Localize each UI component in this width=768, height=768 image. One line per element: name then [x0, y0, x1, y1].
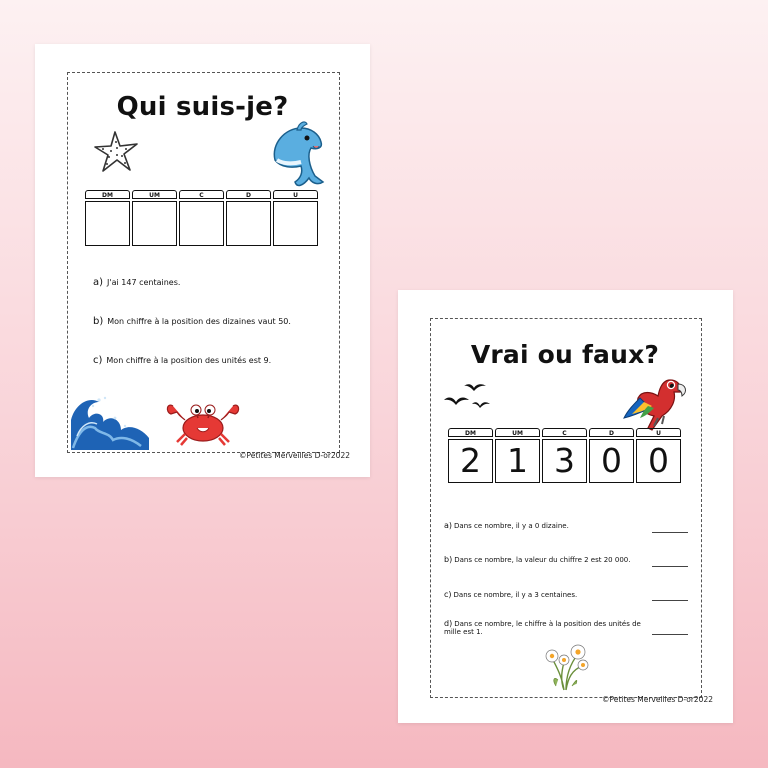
- pv-digit-cell: 1: [495, 439, 540, 483]
- question-text: Dans ce nombre, il y a 3 centaines.: [453, 591, 578, 599]
- answer-line-c[interactable]: [652, 600, 688, 601]
- question-text: Mon chiffre à la position des dizaines vaut 50.: [107, 317, 291, 326]
- question-b: [93, 317, 291, 326]
- pv-header: D: [226, 190, 271, 199]
- pv-digit-cell: 3: [542, 439, 587, 483]
- pv-answer-cell: [132, 201, 177, 246]
- question-text: Dans ce nombre, il y a 0 dizaine.: [454, 522, 569, 530]
- question-letter: c): [444, 590, 452, 599]
- answer-line-d[interactable]: [652, 634, 688, 635]
- pv-header: C: [179, 190, 224, 199]
- statement-a: [444, 521, 644, 531]
- statement-c: [444, 590, 644, 600]
- question-c: [93, 356, 271, 365]
- dolphin-icon: [267, 120, 331, 192]
- question-letter: d): [444, 619, 453, 628]
- pv-header: U: [273, 190, 318, 199]
- question-letter: a): [444, 521, 453, 530]
- question-letter: c): [93, 355, 103, 366]
- copyright-credit: ©Petites Merveilles D-or2022: [602, 695, 713, 704]
- question-letter: b): [93, 316, 104, 327]
- question-letter: b): [444, 555, 453, 564]
- pv-header: UM: [495, 428, 540, 437]
- copyright-credit: ©Petites Merveilles D-or2022: [239, 451, 350, 460]
- worksheet-card-qui-suis-je: [35, 44, 370, 477]
- pv-digit-cell: 2: [448, 439, 493, 483]
- worksheet-card-vrai-ou-faux: [398, 290, 733, 723]
- answer-line-a[interactable]: [652, 532, 688, 533]
- place-value-table: [85, 190, 318, 246]
- pv-header: D: [589, 428, 634, 437]
- wave-icon: [69, 390, 151, 450]
- pv-header: DM: [448, 428, 493, 437]
- place-value-table: [448, 428, 683, 484]
- page-title: Vrai ou faux?: [470, 340, 660, 369]
- pv-header: C: [542, 428, 587, 437]
- answer-line-b[interactable]: [652, 566, 688, 567]
- statement-d: [444, 620, 644, 636]
- pv-answer-cell: [85, 201, 130, 246]
- question-text: Dans ce nombre, la valeur du chiffre 2 est 20 000.: [454, 556, 631, 564]
- daisies-icon: [542, 636, 590, 692]
- birds-icon: [442, 382, 498, 416]
- pv-digit-cell: 0: [589, 439, 634, 483]
- question-letter: a): [93, 277, 104, 288]
- question-text: Mon chiffre à la position des unités est 9.: [106, 356, 272, 365]
- pv-digit-cell: 0: [636, 439, 681, 483]
- pv-answer-cell: [226, 201, 271, 246]
- question-text: Dans ce nombre, le chiffre à la position des unités de mille est 1.: [444, 620, 641, 636]
- pv-answer-cell: [179, 201, 224, 246]
- crab-icon: [163, 398, 243, 446]
- pv-header: DM: [85, 190, 130, 199]
- page-title: Qui suis-je?: [116, 92, 289, 122]
- question-text: J'ai 147 centaines.: [107, 278, 181, 287]
- pv-answer-cell: [273, 201, 318, 246]
- pv-header: UM: [132, 190, 177, 199]
- parrot-icon: [622, 370, 690, 434]
- pv-header: U: [636, 428, 681, 437]
- statement-b: [444, 555, 649, 565]
- question-a: [93, 278, 180, 287]
- starfish-icon: [93, 130, 141, 174]
